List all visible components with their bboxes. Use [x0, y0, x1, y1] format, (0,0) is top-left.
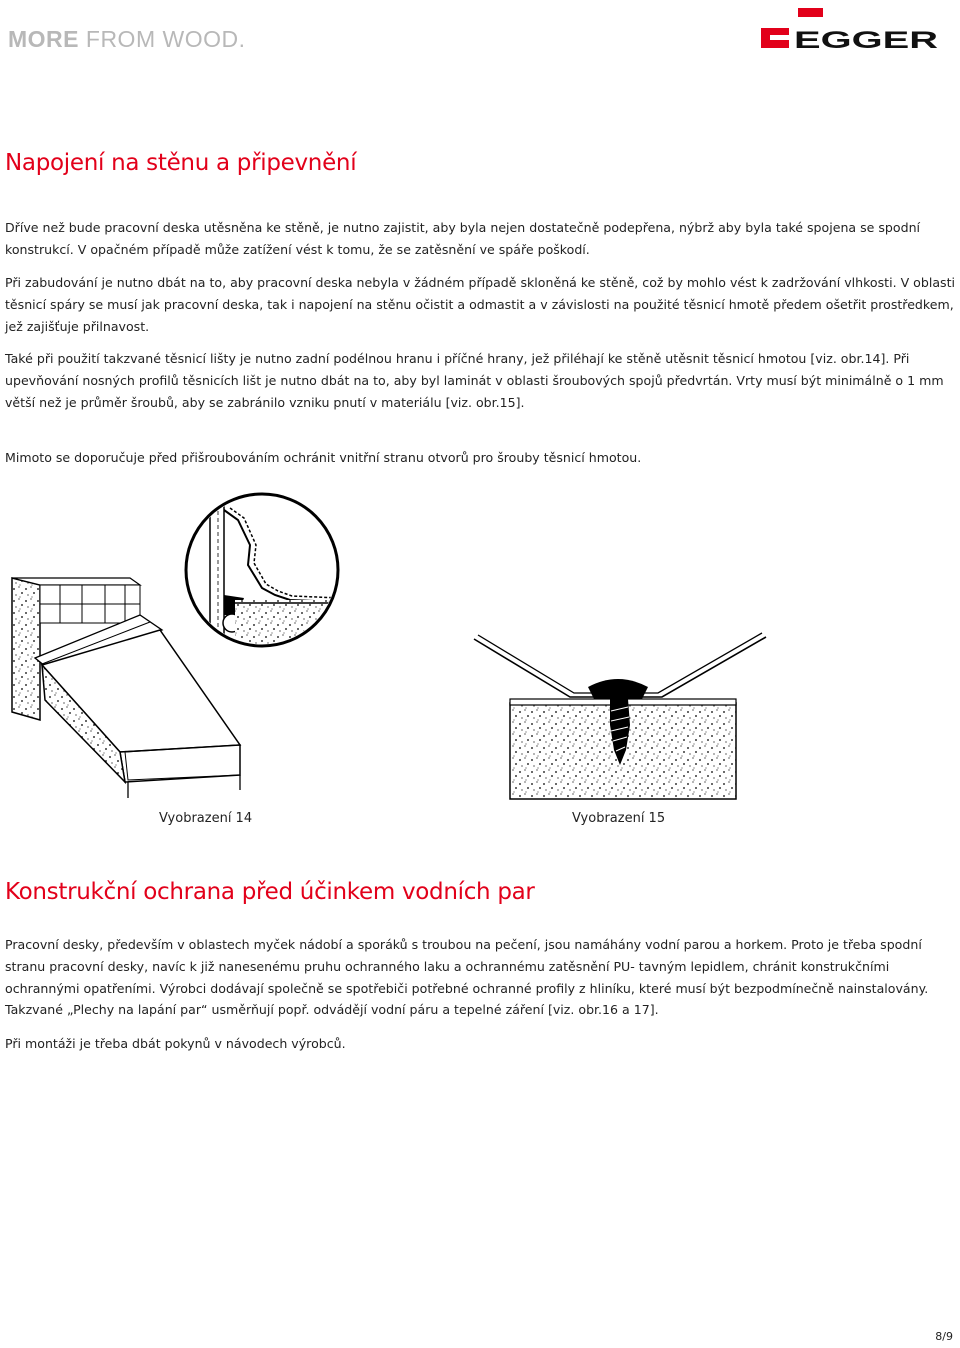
paragraph-1 — [5, 217, 957, 261]
paragraph-line: těsnicí spáry se musí jak pracovní deska, tak i napojení na stěnu očistit a odmastit a v závislosti na použité těsnicí hmotě předem ošetřit prostředkem, — [5, 296, 954, 312]
section-heading-vapor-protection: Konstrukční ochrana před účinkem vodních par — [5, 879, 535, 905]
paragraph-3 — [5, 348, 957, 413]
slogan-strong: MORE — [8, 26, 79, 52]
paragraph-line: ochrannými opatřeními. Výrobci dodávají společně se spotřebiči potřebné ochranné profily z hliníku, které musí být bezpodmínečně nainstalovány. — [5, 980, 929, 996]
section-heading-wall-connection: Napojení na stěnu a připevnění — [5, 150, 357, 176]
figure-14-drawing — [0, 490, 340, 805]
paragraph-line: Mimoto se doporučuje před přišroubováním ochránit vnitřní stranu otvorů pro šrouby těsnicí hmotou. — [5, 450, 642, 465]
caption-figure-15: Vyobrazení 15 — [572, 811, 666, 826]
paragraph-6 — [5, 1033, 957, 1055]
paragraph-5 — [5, 934, 957, 1021]
svg-text:EGGER: EGGER — [794, 27, 938, 52]
paragraph-line: jež zajišťuje přilnavost. — [5, 318, 150, 334]
paragraph-2 — [5, 272, 957, 337]
paragraph-line: Dříve než bude pracovní deska utěsněna ke stěně, je nutno zajistit, aby byla nejen dostatečně podepřena, nýbrž aby byla také spojena se spodní — [5, 220, 921, 235]
brand-slogan — [8, 26, 245, 53]
page-number: 8/9 — [935, 1330, 953, 1343]
paragraph-line: upevňování nosných profilů těsnicích lišt je nutno dbát na to, aby byl laminát v oblasti šroubových spojů předvrtán. Vrty musí být minimálně o 1 mm — [5, 372, 944, 388]
paragraph-line: konstrukcí. V opačném případě může zatížení vést k tomu, že se zatěsnění ve spáře poškodí. — [5, 241, 590, 257]
slogan-rest: FROM WOOD. — [85, 26, 246, 52]
paragraph-line: větší než je průměr šroubů, aby se zabránilo vzniku pnutí v materiálu [viz. obr.15]. — [5, 394, 525, 410]
paragraph-line: Takzvané „Plechy na lapání par“ usměrňují popř. odvádějí vodní páru a tepelné záření [viz. obr.16 a 17]. — [5, 1002, 659, 1018]
caption-figure-14: Vyobrazení 14 — [159, 811, 253, 826]
figure-15-drawing — [470, 625, 770, 805]
egger-logo — [758, 6, 942, 52]
paragraph-line: Při zabudování je nutno dbát na to, aby pracovní deska nebyla v žádném případě skloněná ke stěně, což by mohlo vést k zadržování vlhkosti. V oblasti — [5, 275, 955, 290]
paragraph-line: stranu pracovní desky, navíc k již nanesenému pruhu ochranného laku a ochrannému zatěsnění PU- tavným lepidlem, chránit konstrukčními — [5, 958, 890, 974]
paragraph-4 — [5, 447, 957, 469]
paragraph-line: Také při použití takzvané těsnicí lišty je nutno zadní podélnou hranu i příčné hrany, jež přiléhají ke stěně utěsnit těsnicí hmotou [viz. obr.14]. Při — [5, 351, 910, 366]
paragraph-line: Pracovní desky, především v oblastech myček nádobí a sporáků s troubou na pečení, jsou namáhány vodní parou a horkem. Proto je třeba spodní — [5, 937, 922, 952]
paragraph-line: Při montáži je třeba dbát pokynů v návodech výrobců. — [5, 1036, 346, 1051]
